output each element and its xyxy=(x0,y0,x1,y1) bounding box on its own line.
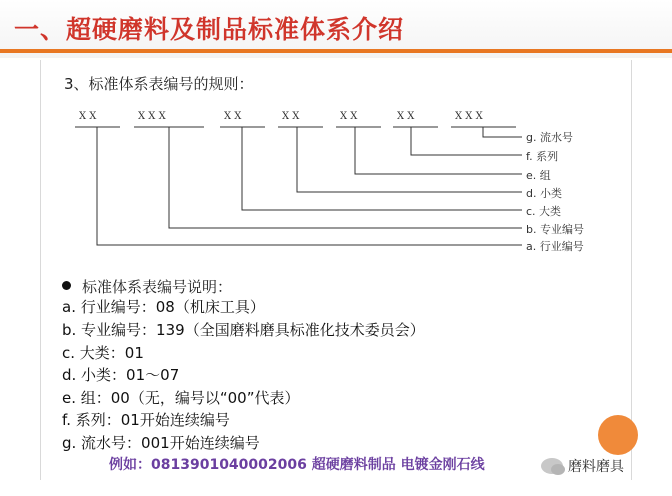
code-group-a: X X xyxy=(79,111,97,122)
code-label-d: d. 小类 xyxy=(526,187,562,200)
subtitle: 3、标准体系表编号的规则： xyxy=(64,75,254,93)
explanation-item-b: b. 专业编号：139（全国磨料磨具标准化技术委员会） xyxy=(62,321,425,339)
explanation-item-c: c. 大类：01 xyxy=(62,344,144,362)
code-label-f: f. 系列 xyxy=(526,150,559,163)
explanation-item-e: e. 组：00（无，编号以“00”代表） xyxy=(62,389,300,407)
decorative-circle xyxy=(598,415,638,455)
explanation-title: 标准体系表编号说明： xyxy=(82,278,233,296)
code-group-f: X X xyxy=(397,111,415,122)
code-label-c: c. 大类 xyxy=(526,205,562,218)
wechat-icon xyxy=(541,458,563,474)
code-label-a: a. 行业编号 xyxy=(526,240,584,253)
code-group-e: X X xyxy=(340,111,358,122)
slide-title: 一、超硬磨料及制品标准体系介绍 xyxy=(14,15,405,44)
code-label-b: b. 专业编号 xyxy=(526,223,584,236)
explanation-item-f: f. 系列：01开始连续编号 xyxy=(62,411,230,429)
watermark: 磨料磨具 xyxy=(568,459,624,475)
explanation-item-g: g. 流水号：001开始连续编号 xyxy=(62,434,260,452)
code-group-g: X X X xyxy=(455,111,483,122)
explanation-item-d: d. 小类：01～07 xyxy=(62,366,180,384)
explanation-item-a: a. 行业编号：08（机床工具） xyxy=(62,298,265,316)
code-group-d: X X xyxy=(282,111,300,122)
code-group-c: X X xyxy=(224,111,242,122)
bullet-icon xyxy=(62,281,71,290)
code-label-e: e. 组 xyxy=(526,169,551,182)
example-text: 例如：0813901040002006 超硬磨料制品 电镀金刚石线 xyxy=(109,457,485,473)
code-group-b: X X X xyxy=(138,111,166,122)
code-label-g: g. 流水号 xyxy=(526,131,573,144)
